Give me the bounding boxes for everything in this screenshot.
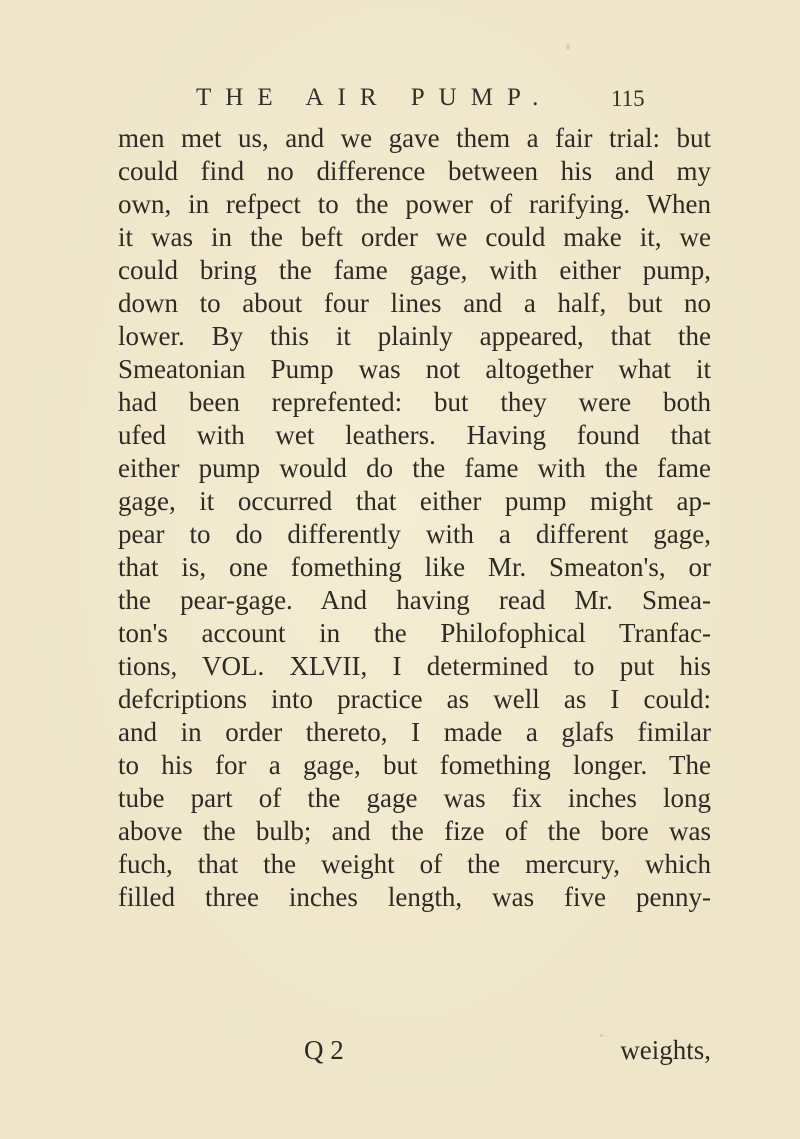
text-line: that is, one fomething like Mr. Smeaton's, or [118, 552, 711, 582]
text-line: men met us, and we gave them a fair trial: but [118, 123, 711, 153]
text-line: either pump would do the fame with the fame [118, 453, 711, 483]
text-line: to his for a gage, but fomething longer. The [118, 750, 711, 780]
text-line: tube part of the gage was fix inches long [118, 783, 711, 813]
text-line: could find no difference between his and my [118, 156, 711, 186]
text-line: pear to do differently with a different gage, [118, 519, 711, 549]
text-line: gage, it occurred that either pump might ap- [118, 486, 711, 516]
text-line: above the bulb; and the fize of the bore was [118, 816, 711, 846]
text-line: tions, VOL. XLVII, I determined to put his [118, 651, 711, 681]
text-line: ton's account in the Philofophical Tranfac- [118, 618, 711, 648]
running-head: THE AIR PUMP. [196, 84, 553, 111]
text-line: defcriptions into practice as well as I could: [118, 684, 711, 714]
signature-mark: Q 2 [304, 1035, 344, 1065]
text-line: down to about four lines and a half, but no [118, 288, 711, 318]
body-text [118, 122, 711, 914]
text-line: and in order thereto, I made a glafs fimilar [118, 717, 711, 747]
paper-spot [566, 44, 570, 50]
page-number: 115 [611, 86, 645, 111]
text-line: own, in refpect to the power of rarifying. When [118, 189, 711, 219]
text-line: the pear-gage. And having read Mr. Smea- [118, 585, 711, 615]
text-line: it was in the beft order we could make it, we [118, 222, 711, 252]
page-footer [118, 1034, 711, 1067]
text-line: lower. By this it plainly appeared, that the [118, 321, 711, 351]
text-line: fuch, that the weight of the mercury, which [118, 849, 711, 879]
text-line: had been reprefented: but they were both [118, 387, 711, 417]
text-line: filled three inches length, was five penny- [118, 882, 711, 912]
text-line: could bring the fame gage, with either pump, [118, 255, 711, 285]
text-line: ufed with wet leathers. Having found that [118, 420, 711, 450]
text-line: Smeatonian Pump was not altogether what it [118, 354, 711, 384]
catchword: weights, [620, 1035, 711, 1065]
